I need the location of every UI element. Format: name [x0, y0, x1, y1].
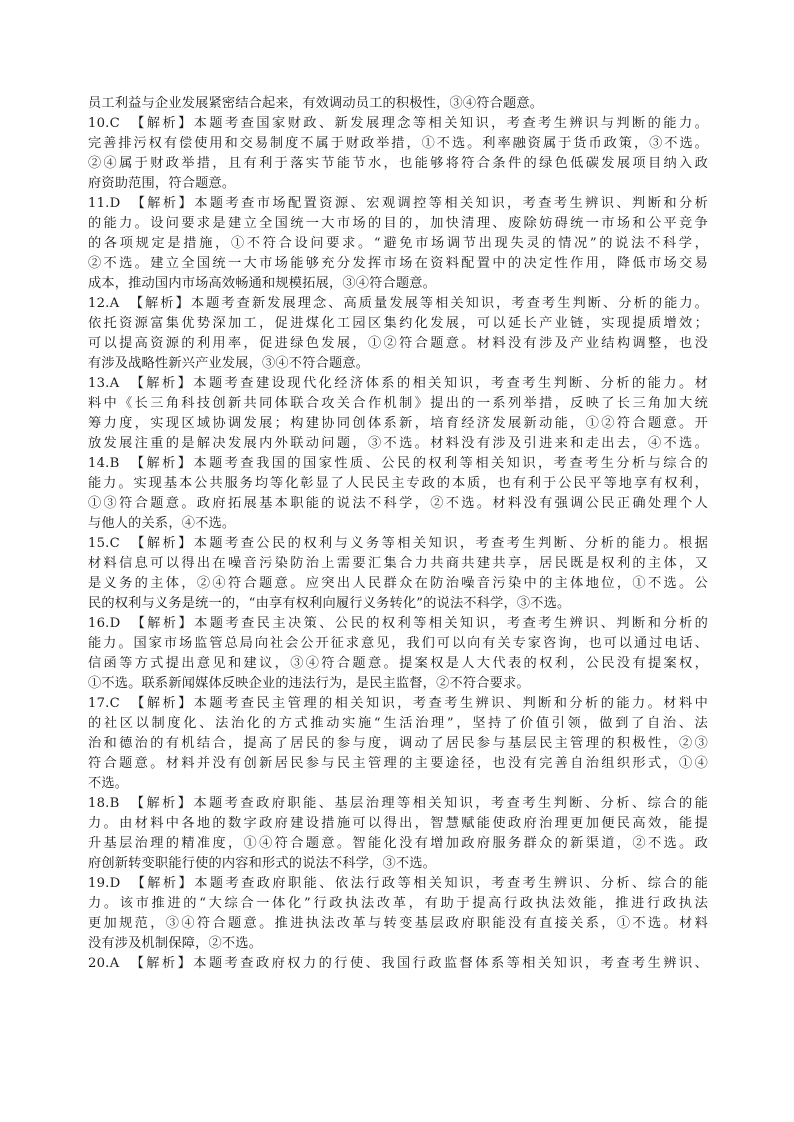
text-line: 12.A 【解析】本题考查新发展理念、高质量发展等相关知识，考查考生判断、分析的能力。 [88, 296, 708, 311]
text-line: 完善排污权有偿使用和交易制度不属于财政举措，①不选。利率融资属于货币政策，③不选。 [88, 136, 708, 151]
text-line: 治和德治的有机结合，提高了居民的参与度，调动了居民参与基层民主管理的积极性，②③ [88, 736, 708, 751]
text-line: 16.D 【解析】本题考查民主决策、公民的权利等相关知识，考查考生辨识、判断和分析的 [88, 616, 708, 631]
text-line: 17.C 【解析】本题考查民主管理的相关知识，考查考生辨识、判断和分析的能力。材料中 [88, 696, 708, 711]
text-line: 的各项规定是措施，①不符合设问要求。“避免市场调节出现失灵的情况”的说法不科学， [88, 236, 708, 251]
text-line: 信函等方式提出意见和建议，③④符合题意。提案权是人大代表的权利，公民没有提案权， [88, 656, 708, 671]
text-line: 力。由材料中各地的数字政府建设措施可以得出，智慧赋能使政府治理更加便民高效，能提 [88, 816, 708, 831]
text-line: 10.C 【解析】本题考查国家财政、新发展理念等相关知识，考查考生辨识与判断的能力。 [88, 116, 708, 131]
text-line: 13.A 【解析】本题考查建设现代化经济体系的相关知识，考查考生判断、分析的能力。材 [88, 376, 708, 391]
text-line: 员工利益与企业发展紧密结合起来，有效调动员工的积极性，③④符合题意。 [88, 96, 544, 111]
text-line: 府资助范围，符合题意。 [88, 176, 236, 191]
text-line: 的能力。设问要求是建立全国统一大市场的目的，加快清理、废除妨碍统一市场和公平竞争 [88, 216, 708, 231]
text-line: 可以提高资源的利用率，促进绿色发展，①②符合题意。材料没有涉及产业结构调整，也没 [88, 336, 708, 351]
text-line: 是义务的主体，②④符合题意。应突出人民群众在防治噪音污染中的主体地位，①不选。公 [88, 576, 708, 591]
text-line: 18.B 【解析】本题考查政府职能、基层治理等相关知识，考查考生判断、分析、综合的能 [88, 796, 708, 811]
text-line: 20.A 【解析】本题考查政府权力的行使、我国行政监督体系等相关知识，考查考生辨识、 [88, 956, 708, 971]
text-line: 有涉及战略性新兴产业发展，③④不符合题意。 [88, 356, 370, 371]
text-line: 府创新转变职能行使的内容和形式的说法不科学，③不选。 [88, 856, 437, 871]
text-line: ②④属于财政举措，且有利于落实节能节水，也能够将符合条件的绿色低碳发展项目纳入政 [88, 156, 708, 171]
text-line: 11.D 【解析】本题考查市场配置资源、宏观调控等相关知识，考查考生辨识、判断和分析 [88, 196, 708, 211]
text-line: 成本，推动国内市场高效畅通和规模拓展，③④符合题意。 [88, 276, 437, 291]
text-line: 19.D 【解析】本题考查政府职能、依法行政等相关知识，考查考生辨识、分析、综合的能 [88, 876, 708, 891]
text-line: 15.C 【解析】本题考查公民的权利与义务等相关知识，考查考生判断、分析的能力。根据 [88, 536, 708, 551]
text-line: 与他人的关系，④不选。 [88, 516, 236, 531]
text-line: 的社区以制度化、法治化的方式推动实施“生活治理”，坚持了价值引领，做到了自治、法 [88, 716, 708, 731]
text-line: ②不选。建立全国统一大市场能够充分发挥市场在资料配置中的决定性作用，降低市场交易 [88, 256, 708, 271]
text-line: 没有涉及机制保障，②不选。 [88, 936, 263, 951]
text-line: 能力。实现基本公共服务均等化彰显了人民民主专政的本质，也有利于公民平等地享有权利， [88, 476, 708, 491]
text-line: 料中《长三角科技创新共同体联合攻关合作机制》提出的一系列举措，反映了长三角加大统 [88, 396, 708, 411]
text-line: 符合题意。材料并没有创新居民参与民主管理的主要途径，也没有完善自治组织形式，①④ [88, 756, 708, 771]
text-line: 升基层治理的精准度，①④符合题意。智能化没有增加政府服务群众的新渠道，②不选。政 [88, 836, 708, 851]
text-line: 14.B 【解析】本题考查我国的国家性质、公民的权利等相关知识，考查考生分析与综合的 [88, 456, 708, 471]
text-line: 能力。国家市场监管总局向社会公开征求意见，我们可以向有关专家咨询，也可以通过电话、 [88, 636, 708, 651]
text-line: 筹力度，实现区域协调发展；构建协同创体系新，培育经济发展新动能，①②符合题意。开 [88, 416, 708, 431]
text-line: 材料信息可以得出在噪音污染防治上需要汇集合力共商共建共享，居民既是权利的主体，又 [88, 556, 708, 571]
text-line: ①③符合题意。政府拓展基本职能的说法不科学，②不选。材料没有强调公民正确处理个人 [88, 496, 708, 511]
text-line: 不选。 [88, 776, 129, 791]
text-line: 力。该市推进的“大综合一体化”行政执法改革，有助于提高行政执法效能，推进行政执法 [88, 896, 708, 911]
text-line: 放发展注重的是解决发展内外联动问题，③不选。材料没有涉及引进来和走出去，④不选。 [88, 436, 708, 451]
text-line: 民的权利与义务是统一的，“由享有权利向履行义务转化”的说法不科学，③不选。 [88, 596, 571, 611]
answer-analysis-page [88, 94, 708, 974]
text-line: 更加规范，③④符合题意。推进执法改革与转变基层政府职能没有直接关系，①不选。材料 [88, 916, 708, 931]
text-line: ①不选。联系新闻媒体反映企业的违法行为，是民主监督，②不符合要求。 [88, 676, 530, 691]
text-line: 依托资源富集优势深加工，促进煤化工园区集约化发展，可以延长产业链，实现提质增效； [88, 316, 708, 331]
